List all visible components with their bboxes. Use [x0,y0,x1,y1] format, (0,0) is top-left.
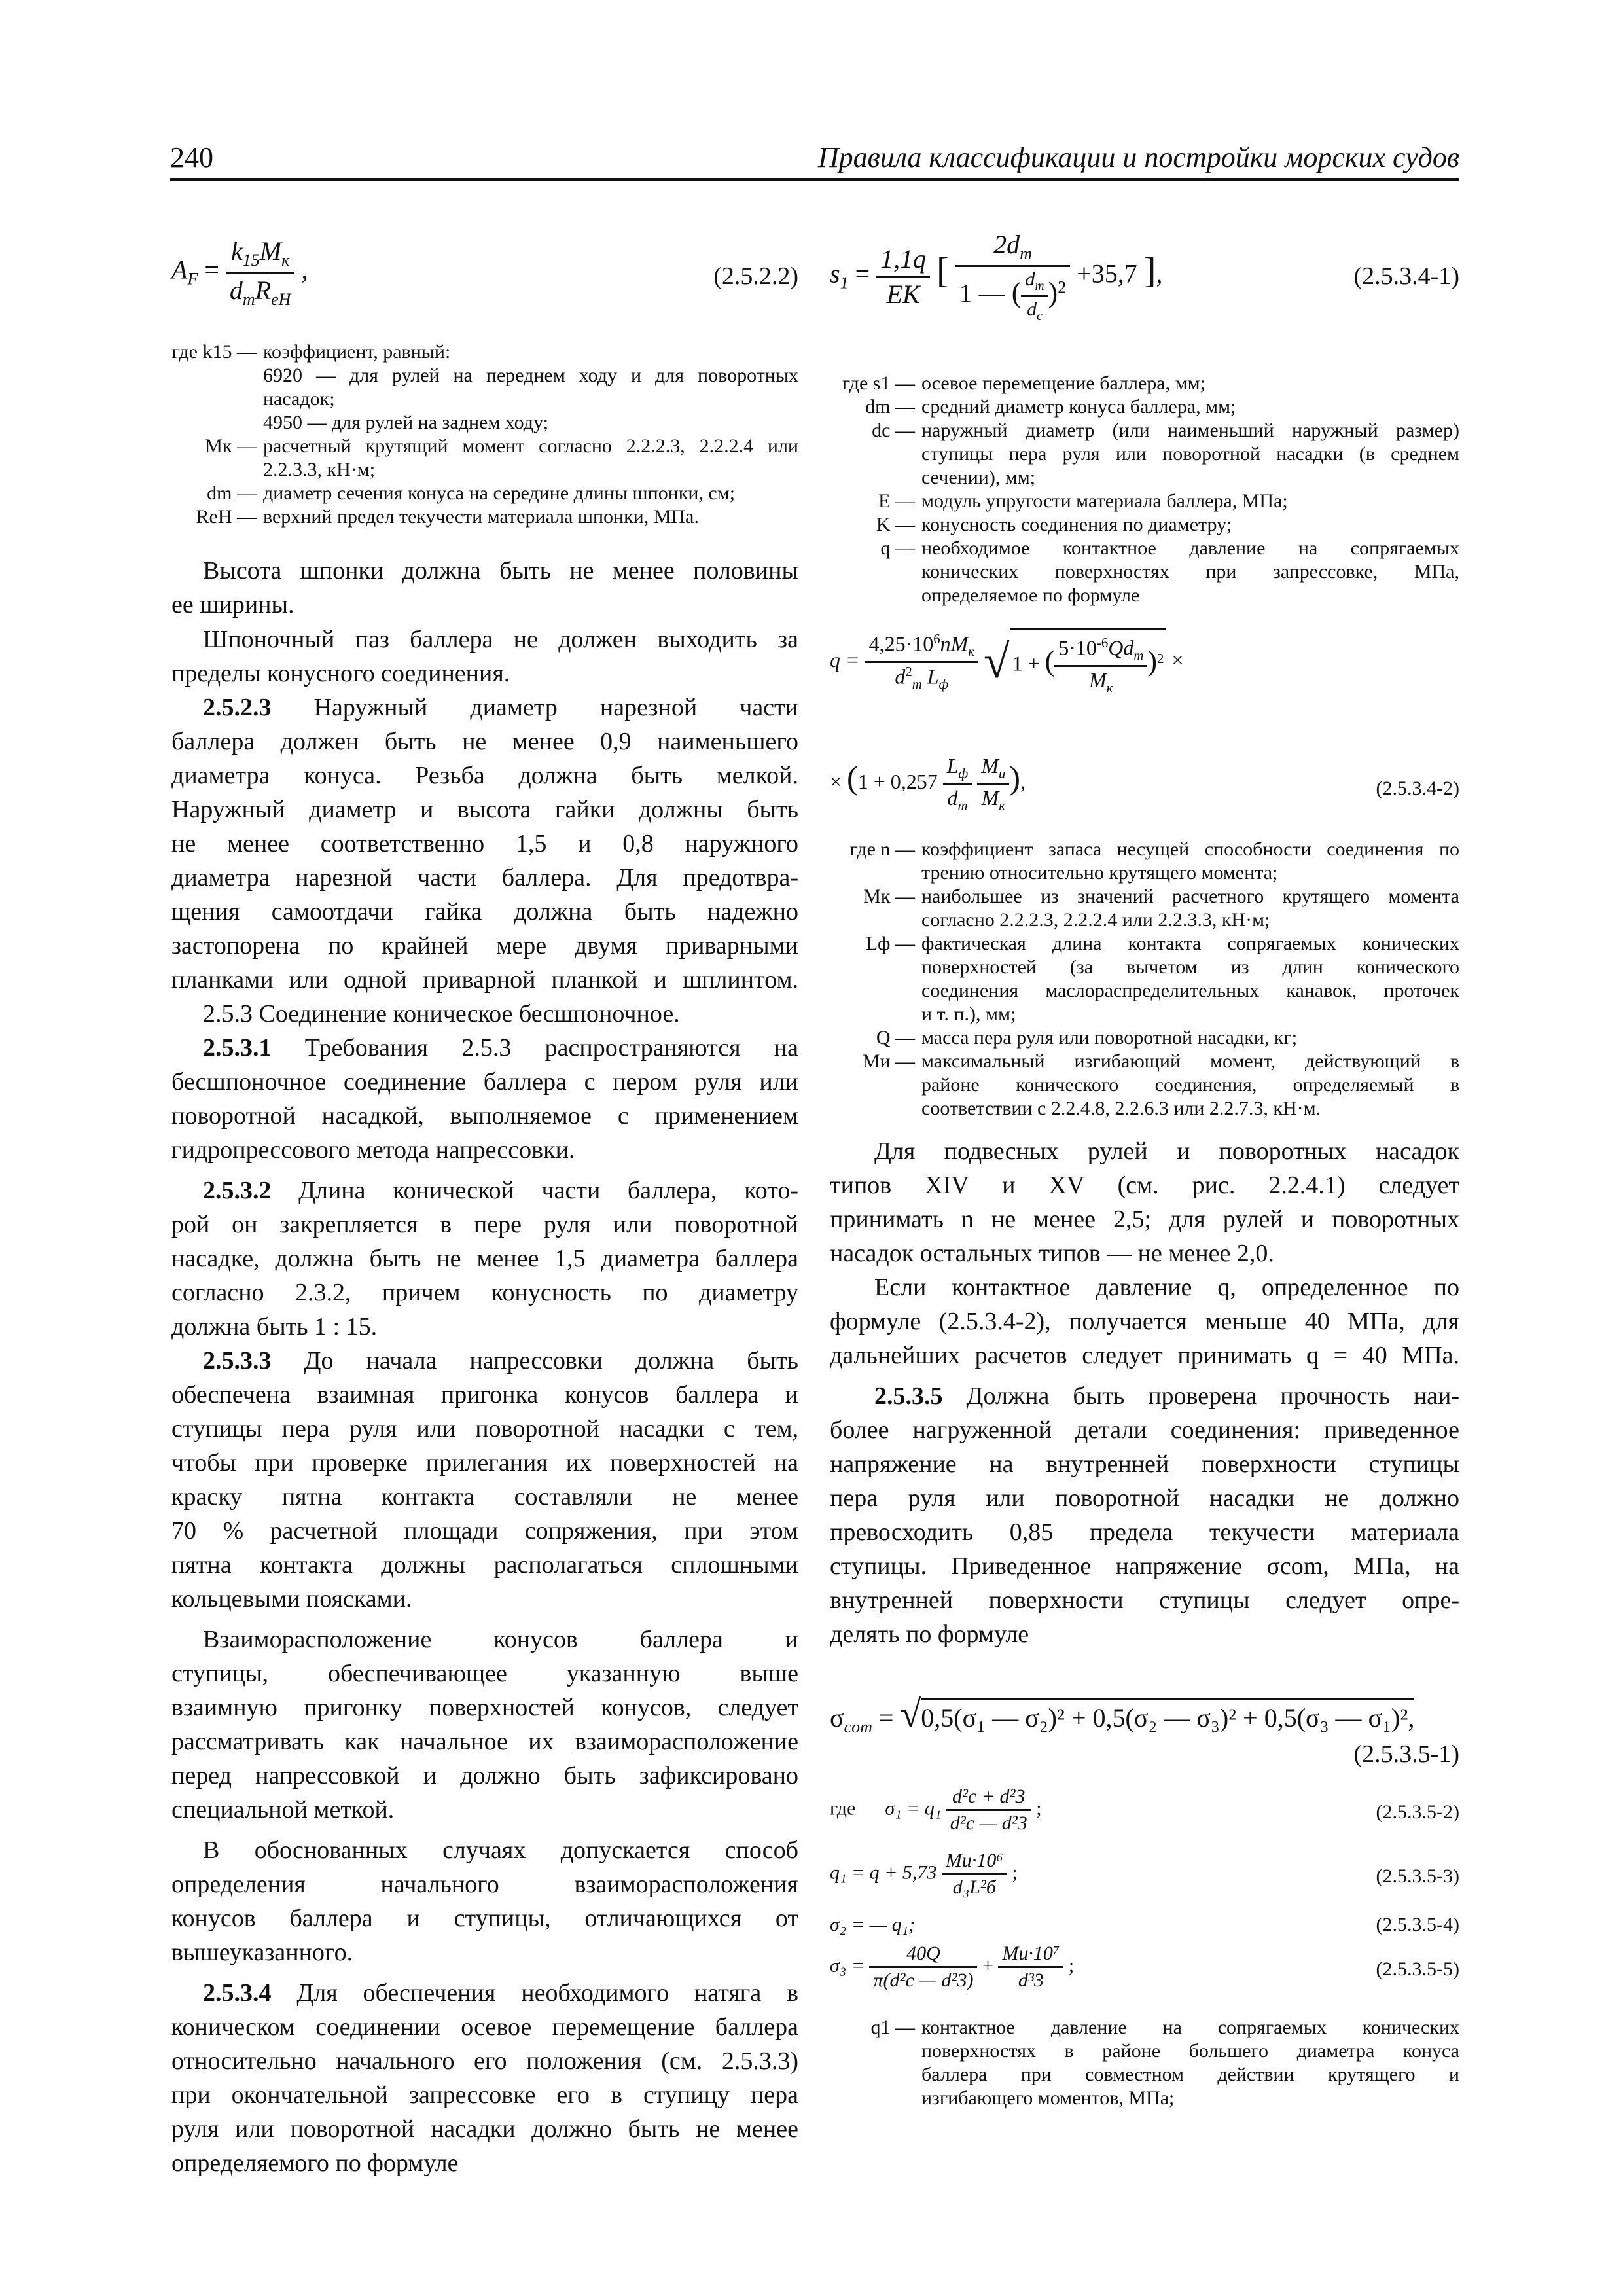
text-line: формуле (2.5.3.4-2), получается меньше 40 МПа, для [830,1308,1459,1335]
text-line: перед напрессовкой и должно быть зафиксировано [171,1762,798,1789]
text-line: 2.5.2.3 Наружный диаметр нарезной части [203,694,798,721]
equation-number: (2.5.3.5-2) [1376,1801,1459,1823]
clause-number: 2.5.3.4 [203,1979,272,2007]
text-line: Шпоночный паз баллера не должен выходить за [203,626,798,653]
definition-text: средний диаметр конуса баллера, мм; [921,396,1236,418]
definition-text: конических поверхностях при запрессовке, МПа, [921,561,1459,583]
definition-text: 2.2.3.3, кН·м; [263,459,376,480]
definition-text: районе конического соединения, определяемый в [921,1074,1459,1096]
formula-2-5-3-5-4: σ₂ = — q₁; [830,1914,916,1935]
text-line: рассматривать как начальное их взаиморасположение [171,1728,798,1755]
clause-number: 2.5.3.1 [203,1034,272,1062]
text-line: Наружный диаметр и высота гайки должны быть [171,796,798,823]
definition-symbol: dm — [865,396,915,418]
text-line: рой он закрепляется в пере руля или поворотной [171,1211,798,1238]
clause-number: 2.5.3.2 [203,1177,272,1204]
text-line: специальной меткой. [171,1796,395,1823]
definition-text: поверхностях в районе большего диаметра конуса [921,2040,1459,2062]
text-line: обеспечена взаимная пригонка конусов баллера и [171,1381,798,1408]
text-line: планками или одной приварной планкой и шплинтом. [171,966,798,994]
clause-number: 2.5.3.5 [874,1382,943,1410]
text-line: внутренней поверхности ступицы следует опре- [830,1587,1459,1614]
text-line: типов XIV и XV (см. рис. 2.2.4.1) следует [830,1172,1459,1199]
formula-2-5-3-4-2: q = $\frac{4,25\cdot 10^6nM_к}{d^2_m L_ф}$ √ 1 + ( $\frac{5\cdot 10^{-6}Qd_m}{M_к}$ )$^2$ × [830,628,1184,696]
definition-text: насадок; [263,388,335,410]
text-line: ступицы пера руля или поворотной насадки с тем, [171,1415,798,1443]
definition-text: поверхностей (за вычетом из длин конического [921,956,1459,978]
text-line: 70 % расчетной площади сопряжения, при этом [171,1517,798,1545]
text-line: принимать n не менее 2,5; для рулей и поворотных [830,1206,1459,1233]
formula-2-5-2-2: $A_F$ = $\frac{k_{15}M_к}{d_mR_{eH}}$ , [171,236,308,309]
definition-text: баллера при совместном действии крутящего и [921,2064,1459,2085]
text-line: насадок остальных типов — не менее 2,0. [830,1240,1274,1267]
text-line: конусов баллера и ступицы, отличающихся от [171,1905,798,1932]
definition-symbol: Mи — [862,1050,915,1072]
text-line: превосходить 0,85 предела текучести материала [830,1518,1459,1546]
equation-number: (2.5.3.5-1) [1353,1740,1459,1768]
formula-2-5-3-4-2-line2: × (1 + 0,257 $\frac{L_ф}{d_m}$ $\frac{M_и}{M_к}$ ), [830,754,1026,814]
text-line: Для подвесных рулей и поворотных насадок [874,1138,1459,1165]
text-line: 2.5.3.4 Для обеспечения необходимого натяга в [203,1979,798,2007]
formula-2-5-3-5-5: σ₃ = $\frac{40Q}{\text{π(d²c — d²3)}}$ + $\frac{\text{Mи·10⁷}}{\text{d³3}}$ ; [830,1943,1075,1991]
equation-number: (2.5.3.5-4) [1376,1914,1459,1935]
definition-symbol: E — [878,490,915,512]
text-line: при окончательной запрессовке его в ступицу пера [171,2081,798,2109]
formula-2-5-3-4-1: $s_1$ = $\frac{1,1q}{EK}$ [ $2d_m$ 1 — ( $\frac{d_m}{d_c}$ )$^2$ +35,7 ], [830,230,1163,323]
text-line: ее ширины. [171,591,294,619]
text-line: относительно начального его положения (см. 2.5.3.3) [171,2047,798,2075]
text-line: должна быть 1 : 15. [171,1313,378,1340]
definition-symbol: q — [880,537,915,559]
text-line: бесшпоночное соединение баллера с пером руля или [171,1068,798,1096]
text-line: более нагруженной детали соединения: приведенное [830,1416,1459,1444]
definition-text: масса пера руля или поворотной насадки, кг; [921,1027,1298,1049]
definition-text: 4950 — для рулей на заднем ходу; [263,412,549,433]
text-line: дальнейших расчетов следует принимать q = 40 МПа. [830,1342,1459,1369]
definition-text: изгибающего моментов, МПа; [921,2087,1175,2109]
text-line: делять по формуле [830,1621,1029,1648]
text-line: коническом соединении осевое перемещение баллера [171,2013,798,2041]
definition-text: согласно 2.2.2.3, 2.2.2.4 или 2.2.3.3, кН·м; [921,909,1270,931]
equation-number: (2.5.3.5-3) [1376,1865,1459,1887]
definition-symbol: где s1 — [842,372,915,394]
text-line: поворотной насадкой, выполняемое с применением [171,1102,798,1130]
formula-2-5-3-5-1: $\sigma_{com} = √0,5(\sigma_1$ — σ₂)² + 0,5(σ₂ — σ₃)² + 0,5(σ₃ — σ₁)², [830,1693,1415,1736]
text-line: пера руля или поворотной насадки не должно [830,1484,1459,1512]
definition-text: наибольшее из значений расчетного крутящего момента [921,886,1459,907]
definition-text: осевое перемещение баллера, мм; [921,372,1205,394]
definition-text: определяемое по формуле [921,584,1140,606]
definition-text: 6920 — для рулей на переднем ходу и для поворотных [263,365,798,386]
section-heading-2-5-3: 2.5.3 Соединение коническое бесшпоночное. [203,1000,680,1028]
text-line: определения начального взаиморасположения [171,1871,798,1898]
definition-text: фактическая длина контакта сопрягаемых конических [921,933,1459,954]
equation-number: (2.5.3.5-5) [1376,1958,1459,1980]
page-number: 240 [170,141,213,173]
definition-text: контактное давление на сопрягаемых конических [921,2017,1459,2038]
definition-text: ступицы пера руля или поворотной насадки (в среднем [921,443,1459,465]
running-title: Правила классификации и постройки морских судов [817,141,1459,173]
definition-text: максимальный изгибающий момент, действующий в [921,1050,1459,1072]
definition-text: соответствии с 2.2.4.8, 2.2.6.3 или 2.2.7.3, кН·м. [921,1098,1321,1119]
definition-symbol: где n — [849,838,915,860]
text-line: вышеуказанного. [171,1939,353,1966]
definition-symbol: dm — [207,482,257,504]
text-line: 2.5.3.3 До начала напрессовки должна быть [203,1347,798,1374]
equation-number: (2.5.3.4-1) [1353,262,1459,290]
definition-text: верхний предел текучести материала шпонки, МПа. [263,506,699,528]
text-line: 2.5.3.5 Должна быть проверена прочность наи- [874,1382,1459,1410]
text-line: краску пятна контакта составляли не менее [171,1483,798,1511]
definition-symbol: Mк — [205,435,257,457]
definition-symbol: ReH — [196,506,257,528]
header-rule [170,178,1459,181]
text-line: руля или поворотной насадки должно быть не менее [171,2115,798,2143]
definition-symbol: K — [876,514,915,535]
definition-text: наружный диаметр (или наименьший наружный размер) [921,420,1459,441]
text-line: 2.5.3.2 Длина конической части баллера, кото- [203,1177,798,1204]
text-line: кольцевыми поясками. [171,1585,412,1613]
definition-symbol: Mк — [863,886,915,907]
definition-text: сечении), мм; [921,467,1036,488]
text-line: пятна контакта должны располагаться сплошными [171,1551,798,1579]
text-line: Взаиморасположение конусов баллера и [203,1626,798,1653]
clause-number: 2.5.2.3 [203,694,272,721]
definition-symbol: где k15 — [171,341,257,363]
text-line: 2.5.3.1 Требования 2.5.3 распространяются на [203,1034,798,1062]
text-line: напряжение на внутренней поверхности ступицы [830,1450,1459,1478]
text-line: гидропрессового метода напрессовки. [171,1136,575,1164]
clause-number: 2.5.3.3 [203,1347,272,1374]
text-line: согласно 2.3.2, причем конусность по диаметру [171,1279,798,1306]
text-line: застопорена по крайней мере двумя приварными [171,932,798,960]
definition-text: соединения маслораспределительных канавок, проточек [921,980,1459,1001]
text-line: Если контактное давление q, определенное по [874,1274,1459,1301]
page-header [170,137,1459,177]
definition-symbol: Lф — [865,933,915,954]
formula-2-5-3-5-3: q₁ = q + 5,73 $\frac{\text{Mи·10⁶}}{\text{d₃L²б}}$ ; [830,1850,1018,1898]
definition-text: коэффициент запаса несущей способности соединения по [921,838,1459,860]
definition-text: необходимое контактное давление на сопрягаемых [921,537,1459,559]
formula-2-5-3-5-2: где σ₁ = q₁ $\frac{\text{d²c + d²3}}{\text{d²c — d²3}}$ ; [830,1785,1042,1834]
text-line: не менее соответственно 1,5 и 0,8 наружного [171,830,798,857]
text-line: определяемого по формуле [171,2149,459,2177]
text-line: диаметра нарезной части баллера. Для предотвра- [171,864,798,891]
definition-text: диаметр сечения конуса на середине длины шпонки, см; [263,482,736,504]
text-line: ступицы. Приведенное напряжение σcom, МПа, на [830,1552,1459,1580]
definition-text: и т. п.), мм; [921,1003,1016,1025]
text-line: В обоснованных случаях допускается способ [203,1837,798,1864]
definition-symbol: Q — [876,1027,915,1049]
text-line: взаимную пригонку поверхностей конусов, следует [171,1694,798,1721]
text-line: ступицы, обеспечивающее указанную выше [171,1660,798,1687]
text-line: чтобы при проверке прилегания их поверхностей на [171,1449,798,1477]
text-line: Высота шпонки должна быть не менее половины [203,557,798,584]
text-line: насадке, должна быть не менее 1,5 диаметра баллера [171,1245,798,1272]
definition-symbol: dc — [872,420,915,441]
text-line: щения самоотдачи гайка должна быть надежно [171,898,798,925]
definition-text: коэффициент, равный: [263,341,451,363]
equation-number: (2.5.2.2) [713,262,798,290]
text-line: диаметра конуса. Резьба должна быть мелкой. [171,762,798,789]
definition-text: конусность соединения по диаметру; [921,514,1232,535]
text-line: баллера должен быть не менее 0,9 наименьшего [171,728,798,755]
definition-text: трению относительно крутящего момента; [921,862,1278,884]
text-line: пределы конусного соединения. [171,660,510,687]
definition-text: модуль упругости материала баллера, МПа; [921,490,1288,512]
definition-symbol: q1 — [870,2017,915,2038]
definition-text: расчетный крутящий момент согласно 2.2.2.3, 2.2.2.4 или [263,435,798,457]
equation-number: (2.5.3.4-2) [1376,778,1459,799]
